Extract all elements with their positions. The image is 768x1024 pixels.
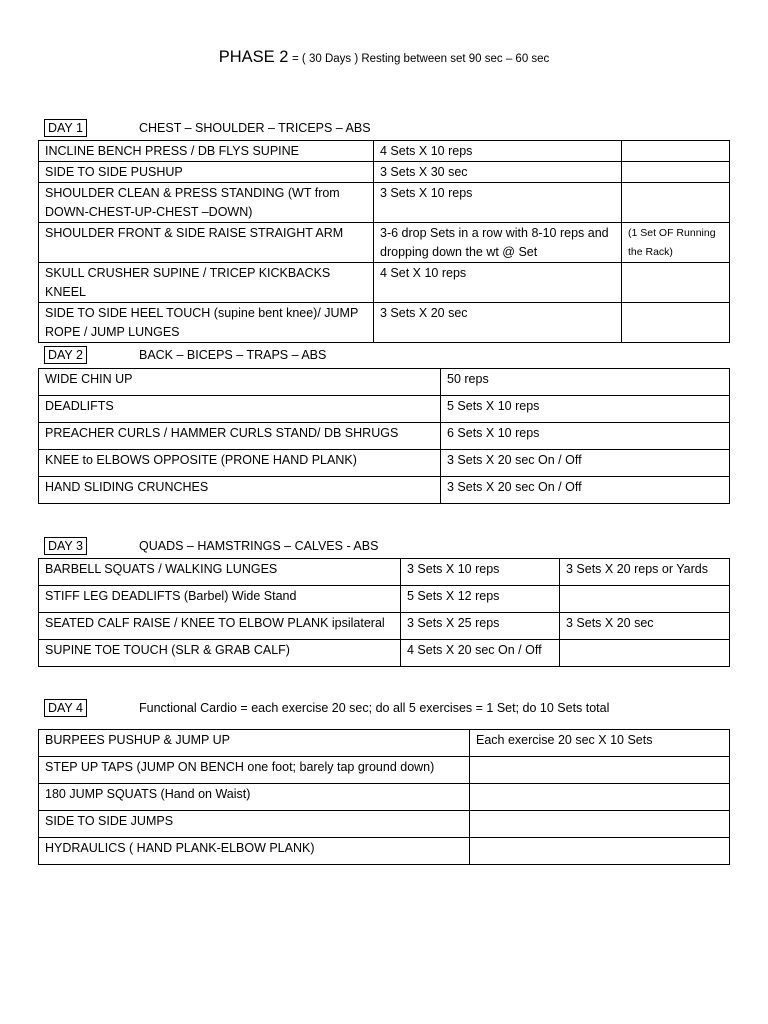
sets-cell: 50 reps xyxy=(441,369,730,396)
day3-heading xyxy=(44,537,378,555)
note-cell xyxy=(622,303,730,343)
day3-label: DAY 3 xyxy=(44,537,87,555)
exercise-cell: BARBELL SQUATS / WALKING LUNGES xyxy=(39,559,401,586)
sets-cell: 3 Sets X 20 sec On / Off xyxy=(441,477,730,504)
exercise-cell: HYDRAULICS ( HAND PLANK-ELBOW PLANK) xyxy=(39,838,470,865)
exercise-cell: 180 JUMP SQUATS (Hand on Waist) xyxy=(39,784,470,811)
sets-cell: 3 Sets X 20 sec xyxy=(374,303,622,343)
day2-table xyxy=(38,368,730,504)
day4-heading xyxy=(44,699,609,717)
exercise-cell: DEADLIFTS xyxy=(39,396,441,423)
table-row xyxy=(39,613,730,640)
table-row xyxy=(39,303,730,343)
sets-cell: 4 Sets X 10 reps xyxy=(374,141,622,162)
table-row xyxy=(39,640,730,667)
phase-details: = ( 30 Days ) Resting between set 90 sec – 60 sec xyxy=(292,53,550,65)
note-cell xyxy=(622,162,730,183)
exercise-cell: SIDE TO SIDE JUMPS xyxy=(39,811,470,838)
day4-title: Functional Cardio = each exercise 20 sec; do all 5 exercises = 1 Set; do 10 Sets total xyxy=(138,701,610,715)
table-row xyxy=(39,450,730,477)
table-row xyxy=(39,784,730,811)
table-row xyxy=(39,730,730,757)
page-title xyxy=(0,48,768,67)
sets-cell: 4 Sets X 20 sec On / Off xyxy=(401,640,560,667)
day1-title: CHEST – SHOULDER – TRICEPS – ABS xyxy=(138,121,371,135)
table-row xyxy=(39,559,730,586)
table-row xyxy=(39,811,730,838)
exercise-cell: KNEE to ELBOWS OPPOSITE (PRONE HAND PLANK) xyxy=(39,450,441,477)
sets-cell: 5 Sets X 10 reps xyxy=(441,396,730,423)
table-row xyxy=(39,263,730,303)
day3-table xyxy=(38,558,730,667)
exercise-cell: SKULL CRUSHER SUPINE / TRICEP KICKBACKS KNEEL xyxy=(39,263,374,303)
day1-label: DAY 1 xyxy=(44,119,87,137)
sets-cell: 3 Sets X 30 sec xyxy=(374,162,622,183)
table-row xyxy=(39,423,730,450)
extra-cell xyxy=(560,586,730,613)
sets-cell xyxy=(470,811,730,838)
phase-heading: PHASE 2 xyxy=(218,48,289,66)
day2-heading xyxy=(44,346,326,364)
table-row xyxy=(39,369,730,396)
exercise-cell: STEP UP TAPS (JUMP ON BENCH one foot; barely tap ground down) xyxy=(39,757,470,784)
sets-cell xyxy=(470,757,730,784)
sets-cell xyxy=(470,784,730,811)
day2-label: DAY 2 xyxy=(44,346,87,364)
sets-cell: 3 Sets X 10 reps xyxy=(401,559,560,586)
day3-title: QUADS – HAMSTRINGS – CALVES - ABS xyxy=(138,539,379,553)
sets-cell: 6 Sets X 10 reps xyxy=(441,423,730,450)
table-row xyxy=(39,223,730,263)
sets-cell: 4 Set X 10 reps xyxy=(374,263,622,303)
table-row xyxy=(39,477,730,504)
table-row xyxy=(39,396,730,423)
exercise-cell: HAND SLIDING CRUNCHES xyxy=(39,477,441,504)
exercise-cell: BURPEES PUSHUP & JUMP UP xyxy=(39,730,470,757)
day4-table xyxy=(38,729,730,865)
exercise-cell: INCLINE BENCH PRESS / DB FLYS SUPINE xyxy=(39,141,374,162)
note-cell xyxy=(622,183,730,223)
note-cell: (1 Set OF Running the Rack) xyxy=(622,223,730,263)
table-row xyxy=(39,141,730,162)
day1-heading xyxy=(44,119,371,137)
note-cell xyxy=(622,141,730,162)
table-row xyxy=(39,838,730,865)
day4-label: DAY 4 xyxy=(44,699,87,717)
exercise-cell: PREACHER CURLS / HAMMER CURLS STAND/ DB SHRUGS xyxy=(39,423,441,450)
exercise-cell: WIDE CHIN UP xyxy=(39,369,441,396)
extra-cell: 3 Sets X 20 reps or Yards xyxy=(560,559,730,586)
table-row xyxy=(39,183,730,223)
table-row xyxy=(39,757,730,784)
exercise-cell: SEATED CALF RAISE / KNEE TO ELBOW PLANK ipsilateral xyxy=(39,613,401,640)
table-row xyxy=(39,586,730,613)
exercise-cell: SUPINE TOE TOUCH (SLR & GRAB CALF) xyxy=(39,640,401,667)
sets-cell: 3-6 drop Sets in a row with 8-10 reps and dropping down the wt @ Set xyxy=(374,223,622,263)
exercise-cell: SIDE TO SIDE PUSHUP xyxy=(39,162,374,183)
exercise-cell: STIFF LEG DEADLIFTS (Barbel) Wide Stand xyxy=(39,586,401,613)
day2-title: BACK – BICEPS – TRAPS – ABS xyxy=(138,348,327,362)
sets-cell: 5 Sets X 12 reps xyxy=(401,586,560,613)
extra-cell xyxy=(560,640,730,667)
sets-cell: 3 Sets X 25 reps xyxy=(401,613,560,640)
sets-cell: 3 Sets X 10 reps xyxy=(374,183,622,223)
sets-cell: 3 Sets X 20 sec On / Off xyxy=(441,450,730,477)
note-cell xyxy=(622,263,730,303)
day1-table xyxy=(38,140,730,343)
exercise-cell: SHOULDER CLEAN & PRESS STANDING (WT from DOWN-CHEST-UP-CHEST –DOWN) xyxy=(39,183,374,223)
sets-cell: Each exercise 20 sec X 10 Sets xyxy=(470,730,730,757)
exercise-cell: SHOULDER FRONT & SIDE RAISE STRAIGHT ARM xyxy=(39,223,374,263)
exercise-cell: SIDE TO SIDE HEEL TOUCH (supine bent knee)/ JUMP ROPE / JUMP LUNGES xyxy=(39,303,374,343)
extra-cell: 3 Sets X 20 sec xyxy=(560,613,730,640)
table-row xyxy=(39,162,730,183)
sets-cell xyxy=(470,838,730,865)
